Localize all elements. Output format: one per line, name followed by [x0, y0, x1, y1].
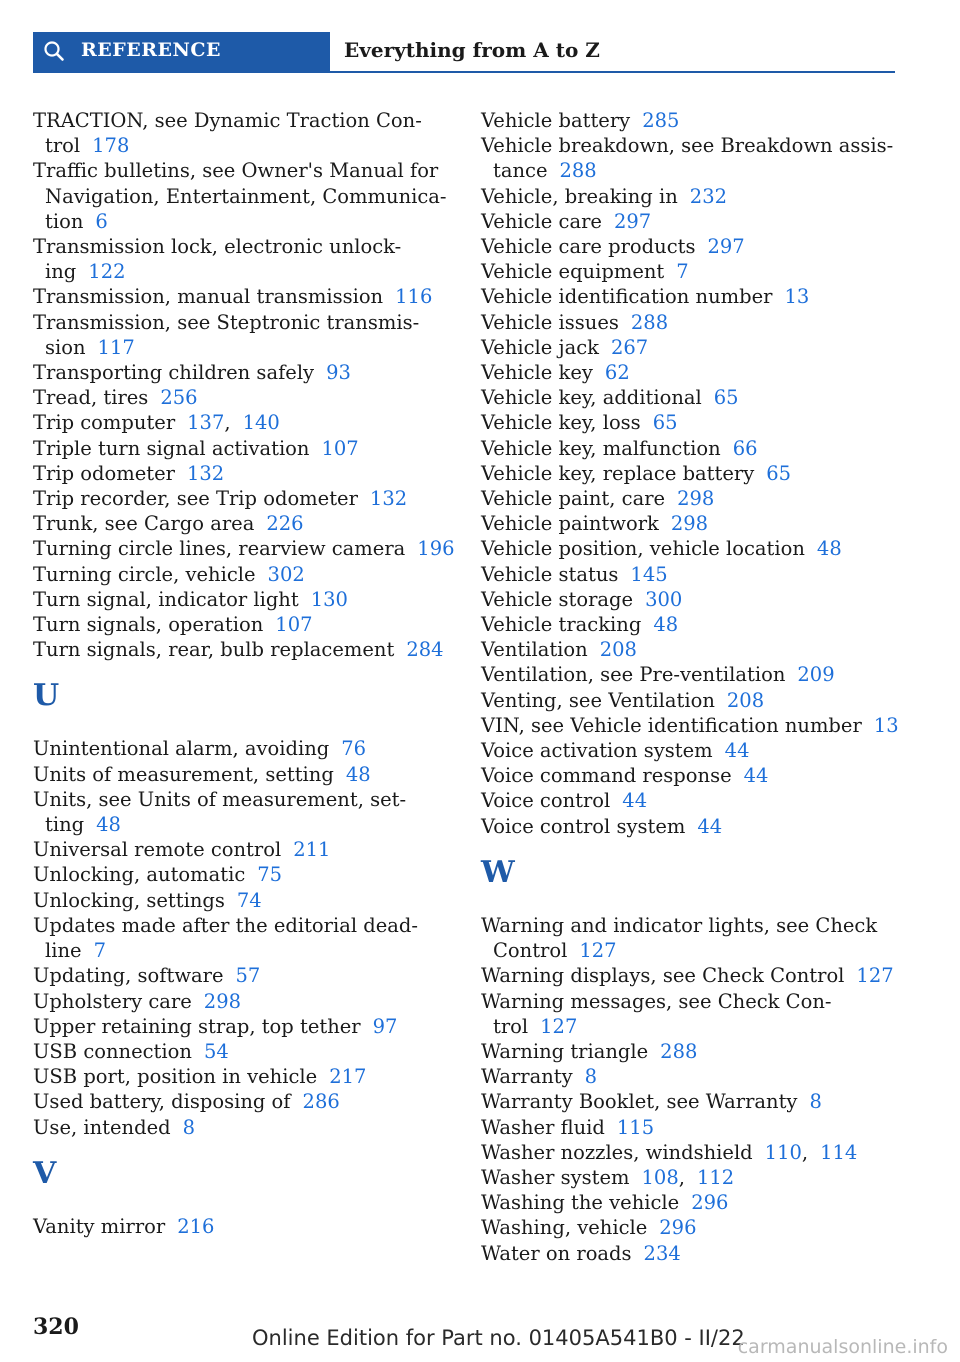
index-entry-text: Voice control — [481, 789, 611, 813]
index-entry — [33, 234, 453, 284]
index-entry — [33, 862, 453, 887]
page-link[interactable]: 302 — [267, 562, 305, 586]
index-entry-text: Washing the vehicle — [481, 1191, 680, 1215]
index-entry-text: Trip odometer — [33, 461, 175, 485]
page-link[interactable]: 48 — [653, 613, 679, 637]
page-link[interactable]: 300 — [645, 587, 683, 611]
index-entry — [33, 837, 453, 862]
index-entry — [481, 461, 901, 486]
index-entry-text: Vehicle key, loss — [481, 411, 641, 435]
index-entry-text: Vehicle tracking — [481, 613, 642, 637]
page-number: 320 — [33, 1314, 79, 1340]
index-entry-text: Turning circle, vehicle — [33, 562, 256, 586]
index-entry — [481, 1190, 901, 1215]
page-link[interactable]: 57 — [235, 964, 261, 988]
index-entry — [481, 989, 901, 1039]
page-link[interactable]: 286 — [302, 1090, 340, 1114]
page-link[interactable]: 44 — [697, 814, 723, 838]
index-entry — [481, 1039, 901, 1064]
page-link[interactable]: 234 — [643, 1241, 681, 1265]
index-entry — [33, 913, 453, 963]
index-entry — [33, 1089, 453, 1114]
index-entry — [33, 1115, 453, 1140]
index-entry — [481, 410, 901, 435]
index-entry-text: trol — [493, 1014, 529, 1038]
page-link[interactable]: 145 — [630, 562, 668, 586]
page-link[interactable]: 208 — [599, 638, 637, 662]
index-entry — [481, 108, 901, 133]
index-entry-text: Vehicle key, replace battery — [481, 461, 755, 485]
page-link[interactable]: 284 — [406, 638, 444, 662]
index-entry-text: Vehicle paintwork — [481, 512, 659, 536]
index-entry-text: Warning displays, see Check Control — [481, 964, 845, 988]
index-entry-text: Vehicle battery — [481, 109, 631, 132]
index-entry — [481, 637, 901, 662]
page-link[interactable]: 48 — [345, 762, 371, 786]
page-link[interactable]: 44 — [622, 789, 648, 813]
page-link[interactable]: 48 — [96, 813, 121, 837]
index-entry — [481, 486, 901, 511]
index-entry-text: Vehicle status — [481, 562, 619, 586]
index-entry — [481, 284, 901, 309]
index-entry — [33, 762, 453, 787]
section-label: REFERENCE — [81, 39, 221, 61]
index-entry — [481, 209, 901, 234]
index-entry — [481, 335, 901, 360]
page-separator: , — [224, 411, 231, 435]
index-entry-text: sion — [45, 335, 86, 359]
index-entry-text: TRACTION, see Dynamic Traction Con- — [33, 109, 422, 132]
index-entry-text: Unlocking, settings — [33, 888, 225, 912]
page-link[interactable]: 132 — [186, 461, 225, 485]
index-entry — [481, 963, 901, 988]
section-tab — [33, 32, 330, 71]
chapter-title: Everything from A to Z — [344, 38, 600, 62]
index-entry-text: Washer nozzles, windshield — [481, 1140, 753, 1164]
page-separator: , — [801, 1140, 809, 1164]
page-link[interactable]: 116 — [395, 285, 433, 309]
index-entry-text: Vehicle jack — [481, 335, 599, 359]
index-entry-text: Warranty Booklet, see Warranty — [481, 1090, 798, 1114]
index-entry — [481, 688, 901, 713]
index-entry — [481, 562, 901, 587]
page-link[interactable]: 93 — [326, 361, 351, 385]
page-link[interactable]: 256 — [160, 386, 198, 410]
index-entry-text: Navigation, Entertainment, Communica- — [45, 184, 447, 208]
index-entry — [481, 536, 901, 561]
index-entry — [481, 184, 901, 209]
index-entry-text: Upholstery care — [33, 989, 192, 1013]
page-link[interactable]: 127 — [856, 964, 894, 988]
index-entry — [481, 1165, 901, 1190]
page-link[interactable]: 107 — [321, 436, 359, 460]
index-entry-text: Universal remote control — [33, 838, 282, 862]
index-entry-text: Unlocking, automatic — [33, 863, 246, 887]
index-entry-text: USB port, position in vehicle — [33, 1065, 318, 1089]
index-entry — [481, 1140, 901, 1165]
index-entry — [481, 1215, 901, 1240]
index-entry — [481, 662, 901, 687]
index-entry — [33, 787, 453, 837]
index-entry-text: Control — [493, 939, 568, 963]
index-column-left — [33, 108, 453, 1239]
page-link[interactable]: 288 — [559, 159, 597, 183]
index-entry-text: Venting, see Ventilation — [481, 688, 715, 712]
page-link[interactable]: 297 — [707, 235, 745, 259]
index-entry-text: Vehicle key, malfunction — [481, 436, 721, 460]
index-letter-heading: U — [33, 678, 60, 714]
page-link[interactable]: 6 — [95, 209, 108, 233]
index-entry — [481, 259, 901, 284]
index-entry-text: Washer system — [481, 1165, 630, 1189]
index-entry-text: USB connection — [33, 1039, 192, 1063]
index-entry-text: line — [45, 939, 82, 963]
index-entry-text: ing — [45, 260, 77, 284]
index-entry-text: Warranty — [481, 1065, 573, 1089]
page-link[interactable]: 8 — [584, 1065, 598, 1089]
index-entry-text: Updates made after the editorial dead- — [33, 913, 418, 937]
index-entry-text: Transmission, manual transmission — [33, 285, 384, 309]
page-link[interactable]: 226 — [266, 512, 304, 536]
index-entry-text: Trunk, see Cargo area — [33, 512, 255, 536]
page-header — [33, 32, 895, 73]
index-entry — [481, 133, 901, 183]
page-link[interactable]: 65 — [652, 411, 678, 435]
page-link[interactable]: 54 — [203, 1039, 229, 1063]
index-entry — [481, 587, 901, 612]
page-link[interactable]: 74 — [236, 888, 262, 912]
page-link[interactable]: 7 — [93, 939, 106, 963]
index-column-right — [481, 108, 901, 1266]
index-entry — [481, 1089, 901, 1114]
index-entry-text: tion — [45, 209, 84, 233]
page-link[interactable]: 288 — [630, 310, 669, 334]
index-entry — [33, 587, 453, 612]
edition-note: Online Edition for Part no. 01405A541B0 - II/22 — [252, 1326, 745, 1350]
index-entry — [481, 1115, 901, 1140]
index-entry-text: Vanity mirror — [33, 1214, 166, 1238]
index-entry-text: Turning circle lines, rearview camera — [33, 537, 406, 561]
page-link[interactable]: 178 — [92, 134, 130, 158]
index-entry-text: Vehicle care products — [481, 235, 696, 259]
index-entry-text: Water on roads — [481, 1241, 632, 1265]
page-link[interactable]: 298 — [203, 989, 242, 1013]
index-entry — [33, 410, 453, 435]
index-entry-text: Unintentional alarm, avoiding — [33, 737, 330, 761]
index-entry — [33, 486, 453, 511]
index-entry-text: Use, intended — [33, 1115, 171, 1139]
index-entry-text: ting — [45, 813, 85, 837]
index-entry-text: Transmission, see Steptronic transmis- — [33, 310, 420, 334]
page-link[interactable]: 196 — [417, 537, 455, 561]
page-link[interactable]: 211 — [293, 838, 331, 862]
index-entry — [33, 1014, 453, 1039]
index-entry — [33, 385, 453, 410]
page-link[interactable]: 298 — [670, 512, 709, 536]
page-separator: , — [678, 1165, 685, 1189]
index-entry-text: trol — [45, 134, 81, 158]
page-link[interactable]: 297 — [613, 209, 652, 233]
index-entry — [33, 612, 453, 637]
index-entry — [33, 158, 453, 234]
index-entry-text: Updating, software — [33, 964, 224, 988]
index-entry-text: Warning triangle — [481, 1039, 649, 1063]
index-entry-text: Turn signal, indicator light — [33, 587, 299, 611]
index-entry-text: tance — [493, 159, 548, 183]
page-link[interactable]: 48 — [816, 537, 842, 561]
index-entry — [33, 436, 453, 461]
page-link[interactable]: 288 — [660, 1039, 698, 1063]
page-link[interactable]: 65 — [713, 386, 739, 410]
index-entry — [33, 310, 453, 360]
index-entry-text: Washer fluid — [481, 1115, 605, 1139]
page-link[interactable]: 208 — [726, 688, 765, 712]
index-entry — [481, 234, 901, 259]
page-link[interactable]: 13 — [784, 285, 810, 309]
index-entry-text: Vehicle key, additional — [481, 386, 702, 410]
index-entry — [33, 461, 453, 486]
index-entry — [33, 1039, 453, 1064]
index-entry — [33, 536, 453, 561]
index-entry-text: Vehicle position, vehicle location — [481, 537, 805, 561]
index-entry — [481, 713, 901, 738]
index-entry — [33, 562, 453, 587]
index-entry-text: Warning and indicator lights, see Check — [481, 913, 878, 937]
index-entry-text: Turn signals, operation — [33, 613, 264, 637]
page-link[interactable]: 209 — [797, 663, 835, 687]
page-link[interactable]: 130 — [310, 587, 348, 611]
index-entry — [33, 511, 453, 536]
index-entry — [481, 814, 901, 839]
page-link[interactable]: 267 — [610, 335, 649, 359]
page-link[interactable]: 65 — [766, 461, 792, 485]
index-entry — [33, 963, 453, 988]
page-link[interactable]: 66 — [732, 436, 758, 460]
page-link[interactable]: 112 — [696, 1165, 735, 1189]
page-link[interactable]: 298 — [677, 487, 715, 511]
index-entry-text: Turn signals, rear, bulb replacement — [33, 638, 395, 662]
index-entry — [33, 1214, 453, 1239]
page-link[interactable]: 122 — [88, 260, 126, 284]
index-entry — [33, 108, 453, 158]
index-entry — [33, 284, 453, 309]
index-entry — [481, 1064, 901, 1089]
index-entry-text: Transmission lock, electronic unlock- — [33, 235, 402, 259]
page-link[interactable]: 62 — [604, 361, 630, 385]
page-link[interactable]: 140 — [242, 411, 280, 435]
page-link[interactable]: 127 — [540, 1014, 578, 1038]
search-icon — [43, 40, 65, 62]
index-entry-text: Vehicle storage — [481, 587, 634, 611]
page-link[interactable]: 115 — [616, 1115, 655, 1139]
page-link[interactable]: 114 — [820, 1140, 858, 1164]
index-entry-text: Vehicle key — [481, 361, 593, 385]
page-link[interactable]: 44 — [724, 739, 750, 763]
index-entry — [33, 637, 453, 662]
index-entry — [33, 888, 453, 913]
index-entry — [481, 763, 901, 788]
index-entry — [33, 360, 453, 385]
index-entry — [481, 385, 901, 410]
index-entry-text: Trip recorder, see Trip odometer — [33, 487, 358, 511]
index-letter-heading: V — [33, 1155, 57, 1191]
index-entry — [481, 1241, 901, 1266]
index-entry-text: Vehicle issues — [481, 310, 619, 334]
page-link[interactable]: 75 — [257, 863, 283, 887]
index-entry-text: Vehicle breakdown, see Breakdown assis- — [481, 134, 894, 158]
index-entry — [481, 310, 901, 335]
index-entry-text: Vehicle equipment — [481, 260, 665, 284]
index-entry-text: Voice command response — [481, 764, 732, 788]
index-entry-text: Trip computer — [33, 411, 176, 435]
page-link[interactable]: 216 — [177, 1214, 215, 1238]
index-entry-text: Units of measurement, setting — [33, 762, 334, 786]
index-entry — [33, 1064, 453, 1089]
page-link[interactable]: 7 — [676, 260, 689, 284]
page-link[interactable]: 285 — [642, 109, 680, 132]
page-link[interactable]: 296 — [659, 1216, 697, 1240]
index-entry-text: Vehicle, breaking in — [481, 184, 678, 208]
page-link[interactable]: 44 — [743, 764, 769, 788]
index-entry-text: Ventilation, see Pre-ventilation — [481, 663, 786, 687]
index-entry-text: Warning messages, see Check Con- — [481, 989, 832, 1013]
index-entry — [481, 913, 901, 963]
page-link[interactable]: 117 — [97, 335, 135, 359]
index-entry-text: Traffic bulletins, see Owner's Manual for — [33, 159, 439, 183]
page-link[interactable]: 127 — [579, 939, 617, 963]
page-link[interactable]: 132 — [369, 487, 408, 511]
index-entry-text: Tread, tires — [33, 386, 149, 410]
index-entry-text: Voice activation system — [481, 739, 713, 763]
index-entry-text: Washing, vehicle — [481, 1216, 648, 1240]
watermark: carmanualsonline.info — [737, 1336, 948, 1358]
page-link[interactable]: 110 — [764, 1140, 802, 1164]
index-entry-text: Ventilation — [481, 638, 588, 662]
index-entry-text: Voice control system — [481, 814, 686, 838]
page-link[interactable]: 97 — [372, 1014, 398, 1038]
page-link[interactable]: 107 — [275, 613, 313, 637]
page-link[interactable]: 232 — [689, 184, 728, 208]
index-entry — [33, 989, 453, 1014]
index-entry-text: Vehicle care — [481, 209, 602, 233]
index-entry-text: Vehicle paint, care — [481, 487, 666, 511]
index-entry-text: Units, see Units of measurement, set- — [33, 787, 407, 811]
index-entry — [481, 738, 901, 763]
page-link[interactable]: 137 — [187, 411, 225, 435]
index-entry-text: Triple turn signal activation — [33, 436, 310, 460]
index-entry-text: Used battery, disposing of — [33, 1090, 291, 1114]
page-link[interactable]: 13 — [873, 713, 899, 737]
index-entry — [481, 788, 901, 813]
page-link[interactable]: 217 — [329, 1065, 367, 1089]
index-entry-text: VIN, see Vehicle identification number — [481, 713, 862, 737]
index-entry — [481, 360, 901, 385]
page-link[interactable]: 76 — [341, 737, 367, 761]
page-link[interactable]: 8 — [809, 1090, 822, 1114]
index-entry — [33, 736, 453, 761]
index-entry-text: Transporting children safely — [33, 361, 315, 385]
index-letter-heading: W — [481, 854, 515, 890]
page-link[interactable]: 296 — [691, 1191, 729, 1215]
index-entry — [481, 612, 901, 637]
index-entry — [481, 511, 901, 536]
index-entry — [481, 436, 901, 461]
index-entry-text: Vehicle identification number — [481, 285, 773, 309]
index-entry-text: Upper retaining strap, top tether — [33, 1014, 361, 1038]
page-link[interactable]: 8 — [182, 1115, 196, 1139]
page-link[interactable]: 108 — [641, 1165, 679, 1189]
